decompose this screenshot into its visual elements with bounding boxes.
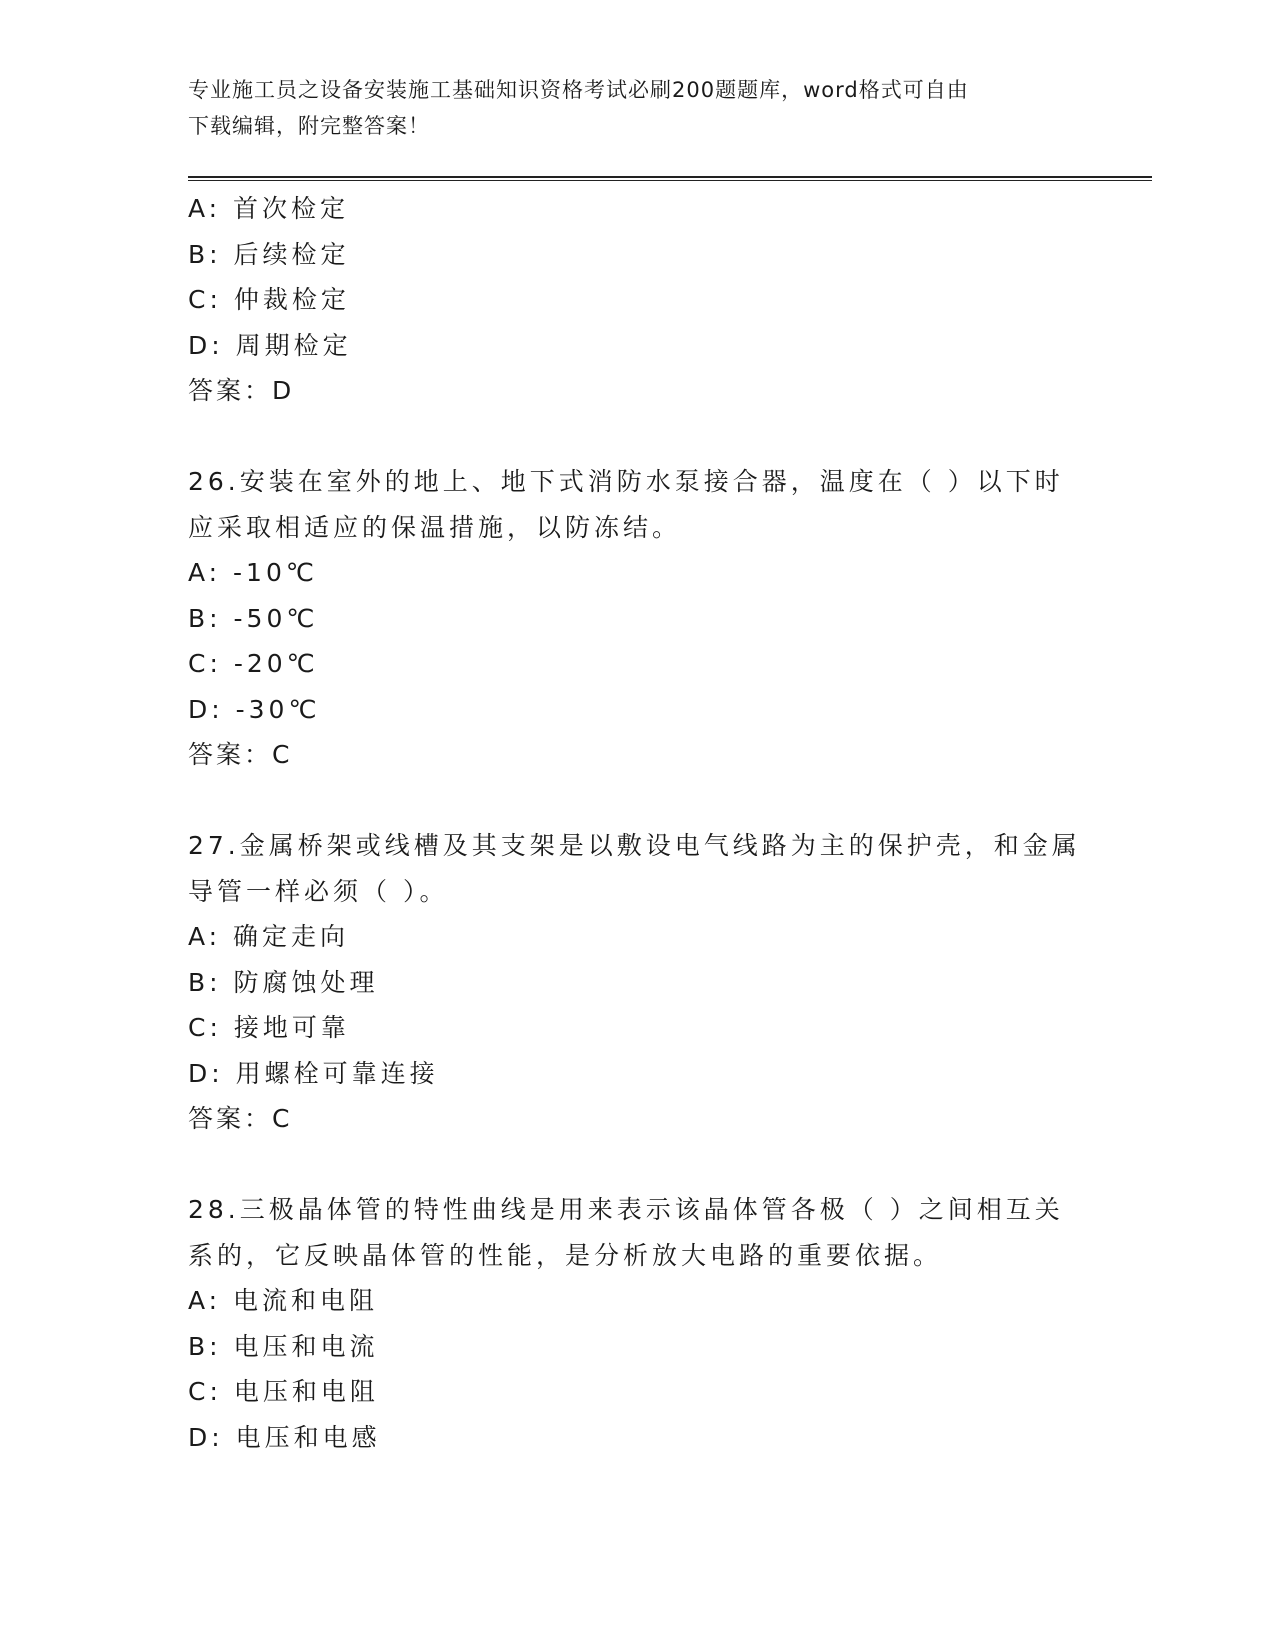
- option-b: B: 电压和电流: [188, 1331, 379, 1361]
- option-c: C: 接地可靠: [188, 1013, 350, 1042]
- option-c: C: 仲裁检定: [188, 285, 350, 314]
- spacer: [188, 778, 1088, 824]
- question-26: [188, 459, 1088, 778]
- document-header: [188, 72, 1068, 144]
- option-c: C: 电压和电阻: [188, 1377, 379, 1406]
- option-d: D: 周期检定: [188, 330, 352, 360]
- stem-line-2: 导管一样必须（ ）。: [188, 876, 449, 906]
- answer: 答案：C: [188, 740, 293, 769]
- question-stem: [188, 459, 1088, 550]
- answer: 答案：C: [188, 1104, 293, 1133]
- option-b: B: 后续检定: [188, 239, 350, 269]
- option-b: B: 防腐蚀处理: [188, 967, 379, 997]
- header-divider: [188, 176, 1152, 181]
- stem-line-2: 系的，它反映晶体管的性能，是分析放大电路的重要依据。: [188, 1240, 943, 1270]
- question-25: [188, 186, 1088, 414]
- question-stem: [188, 1187, 1088, 1278]
- spacer: [188, 1142, 1088, 1188]
- stem-line-2: 应采取相适应的保温措施，以防冻结。: [188, 512, 682, 542]
- option-b: B: -50℃: [188, 603, 319, 633]
- option-a: A: 电流和电阻: [188, 1286, 379, 1315]
- stem-line-1: 26.安装在室外的地上、地下式消防水泵接合器，温度在（ ）以下时: [188, 467, 1064, 496]
- stem-line-1: 27.金属桥架或线槽及其支架是以敷设电气线路为主的保护壳，和金属: [188, 831, 1081, 860]
- question-28: [188, 1187, 1088, 1460]
- option-c: C: -20℃: [188, 649, 319, 678]
- option-d: D: 用螺栓可靠连接: [188, 1058, 439, 1088]
- option-a: A: 确定走向: [188, 922, 350, 951]
- answer: 答案：D: [188, 376, 295, 405]
- spacer: [188, 414, 1088, 460]
- option-a: A: -10℃: [188, 558, 318, 587]
- header-line-2: 下载编辑，附完整答案！: [188, 114, 430, 138]
- header-line-1: 专业施工员之设备安装施工基础知识资格考试必刷200题题库，word格式可自由: [188, 78, 969, 102]
- question-27: [188, 823, 1088, 1142]
- option-a: A: 首次检定: [188, 194, 350, 223]
- option-d: D: -30℃: [188, 694, 321, 724]
- stem-line-1: 28.三极晶体管的特性曲线是用来表示该晶体管各极（ ）之间相互关: [188, 1195, 1064, 1224]
- question-list: [188, 186, 1088, 1460]
- question-stem: [188, 823, 1088, 914]
- option-d: D: 电压和电感: [188, 1422, 381, 1452]
